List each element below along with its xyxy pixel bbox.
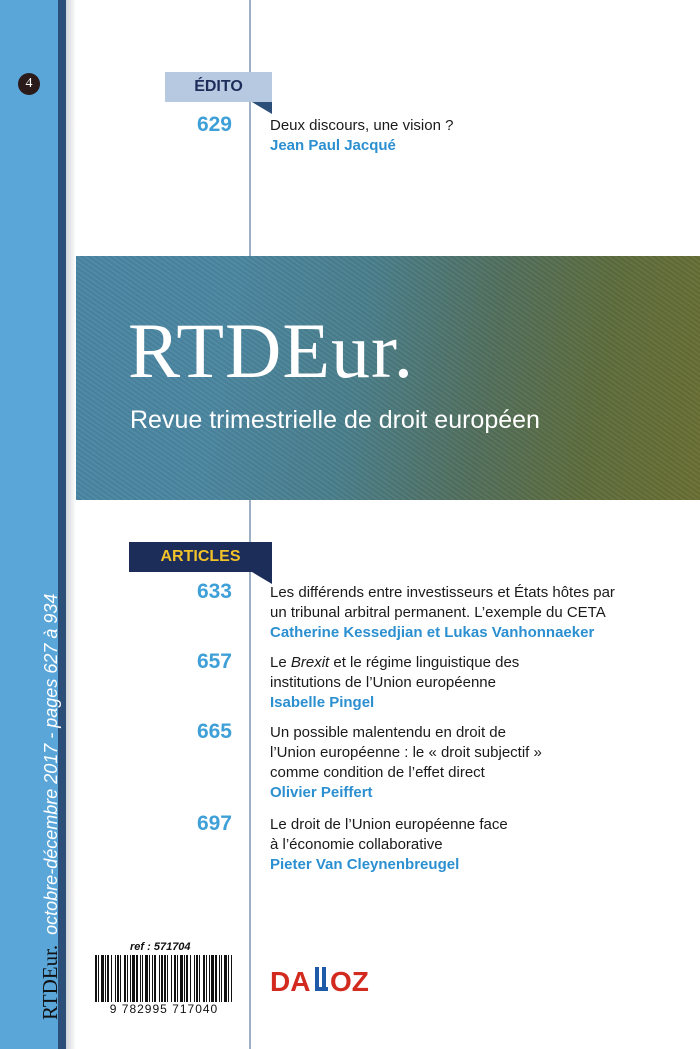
barcode-bar xyxy=(167,955,168,1003)
article-title-line: Les différends entre investisseurs et États hôtes par xyxy=(270,584,615,601)
divider-line-top xyxy=(249,0,251,256)
spine-shadow xyxy=(66,0,76,1049)
barcode-bar xyxy=(111,955,112,1003)
barcode-bar xyxy=(177,955,178,1003)
barcode-bar xyxy=(194,955,195,1003)
edito-page-number: 629 xyxy=(196,113,232,136)
barcode-bar xyxy=(164,955,166,1003)
barcode-bar xyxy=(190,955,191,1003)
barcode-bar xyxy=(180,955,183,1003)
barcode-bar xyxy=(117,955,119,1003)
article-entry xyxy=(270,815,690,875)
article-title-part: et le régime linguistique des xyxy=(329,654,520,671)
barcode-bar xyxy=(224,955,227,1003)
edito-label-tail xyxy=(252,102,272,114)
barcode-bar xyxy=(171,955,172,1003)
barcode-bar xyxy=(115,955,116,1003)
barcode-bar xyxy=(140,955,141,1003)
logo-letters-oz: OZ xyxy=(330,966,369,997)
article-title-line: Le droit de l’Union européenne face xyxy=(270,816,508,833)
barcode-bar xyxy=(142,955,143,1003)
article-author: Olivier Peiffert xyxy=(270,784,373,801)
article-page-number: 697 xyxy=(196,812,232,835)
logo-bar-base xyxy=(315,987,328,991)
edito-entry xyxy=(270,116,690,156)
barcode-bar xyxy=(98,955,99,1003)
journal-subtitle: Revue trimestrielle de droit européen xyxy=(130,406,540,434)
barcode-bar xyxy=(101,955,104,1003)
articles-label: ARTICLES xyxy=(129,542,272,572)
barcode-bar xyxy=(152,955,153,1003)
barcode-bar xyxy=(221,955,222,1003)
barcode-bar xyxy=(159,955,160,1003)
barcode-bar xyxy=(186,955,188,1003)
barcode-bar xyxy=(136,955,138,1003)
article-title-line xyxy=(270,653,690,673)
barcode-bars xyxy=(93,955,235,1003)
barcode-bar xyxy=(95,955,97,1003)
barcode-bar xyxy=(107,955,109,1003)
barcode-bar xyxy=(215,955,217,1003)
article-author: Pieter Van Cleynenbreugel xyxy=(270,856,460,873)
article-entry xyxy=(270,583,690,643)
barcode-bar xyxy=(105,955,106,1003)
divider-line-bottom xyxy=(249,500,251,1049)
article-title-line: à l’économie collaborative xyxy=(270,836,443,853)
barcode-number: 9 782995 717040 xyxy=(93,1002,235,1016)
barcode-bar xyxy=(145,955,148,1003)
barcode-bar xyxy=(228,955,229,1003)
barcode-bar xyxy=(130,955,131,1003)
articles-label-tail xyxy=(252,572,272,584)
article-entry xyxy=(270,653,690,713)
article-title-line: institutions de l’Union européenne xyxy=(270,674,496,691)
article-page-number: 657 xyxy=(196,650,232,673)
barcode-bar xyxy=(149,955,150,1003)
article-title-line: un tribunal arbitral permanent. L’exemple du CETA xyxy=(270,604,606,621)
dalloz-logo-mark xyxy=(270,963,380,999)
barcode-bar xyxy=(124,955,126,1003)
article-title-emphasis: Brexit xyxy=(290,654,330,671)
barcode-bar xyxy=(120,955,121,1003)
barcode-bar xyxy=(199,955,200,1003)
article-title-part: Le xyxy=(270,654,291,671)
barcode-bar xyxy=(161,955,163,1003)
article-page-number: 633 xyxy=(196,580,232,603)
spine-text xyxy=(38,594,63,1020)
issue-number-badge: 4 xyxy=(18,73,40,95)
barcode-bar xyxy=(219,955,220,1003)
reference-code: ref : 571704 xyxy=(130,941,191,953)
logo-letters-da: DA xyxy=(270,966,311,997)
spine-issue-info: octobre-décembre 2017 - pages 627 à 934 xyxy=(41,593,61,935)
article-entry xyxy=(270,723,690,803)
barcode-bar xyxy=(211,955,214,1003)
title-banner xyxy=(76,256,700,500)
barcode-bar xyxy=(154,955,156,1003)
barcode-bar xyxy=(206,955,207,1003)
barcode-bar xyxy=(184,955,185,1003)
barcode-bar xyxy=(231,955,232,1003)
article-title-line: comme condition de l’effet direct xyxy=(270,764,485,781)
article-author: Catherine Kessedjian et Lukas Vanhonnaeker xyxy=(270,624,595,641)
barcode-bar xyxy=(174,955,176,1003)
article-title-line: Un possible malentendu en droit de xyxy=(270,724,506,741)
edito-title: Deux discours, une vision ? xyxy=(270,117,454,134)
journal-title: RTDEur. xyxy=(128,307,415,394)
article-title-line: l’Union européenne : le « droit subjectif » xyxy=(270,744,542,761)
barcode-bar xyxy=(203,955,205,1003)
barcode-bar xyxy=(196,955,198,1003)
barcode-bar xyxy=(127,955,128,1003)
dalloz-logo xyxy=(270,963,380,999)
barcode-bar xyxy=(209,955,210,1003)
edito-author: Jean Paul Jacqué xyxy=(270,137,396,154)
article-page-number: 665 xyxy=(196,720,232,743)
spine-title: RTDEur. xyxy=(38,944,62,1020)
edito-label: ÉDITO xyxy=(165,72,272,102)
article-author: Isabelle Pingel xyxy=(270,694,375,711)
barcode-bar xyxy=(132,955,135,1003)
